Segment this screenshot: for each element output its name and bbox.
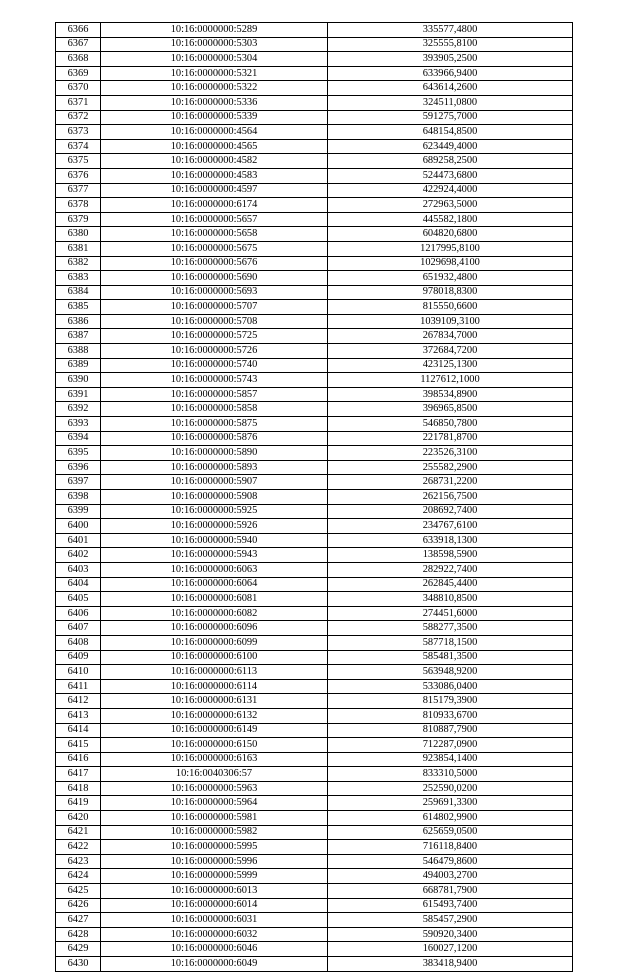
table-row bbox=[56, 168, 573, 183]
value-cell: 524473,6800 bbox=[328, 168, 573, 183]
table-row bbox=[56, 241, 573, 256]
table-row bbox=[56, 431, 573, 446]
table-row bbox=[56, 256, 573, 271]
table-row bbox=[56, 825, 573, 840]
value-cell: 423125,1300 bbox=[328, 358, 573, 373]
row-number-cell: 6413 bbox=[56, 708, 101, 723]
cadastral-number-cell: 10:16:0000000:6082 bbox=[101, 606, 328, 621]
table-row bbox=[56, 329, 573, 344]
cadastral-number-cell: 10:16:0000000:5890 bbox=[101, 446, 328, 461]
table-row bbox=[56, 490, 573, 505]
cadastral-number-cell: 10:16:0000000:5925 bbox=[101, 504, 328, 519]
table-row bbox=[56, 723, 573, 738]
cadastral-number-cell: 10:16:0000000:5740 bbox=[101, 358, 328, 373]
row-number-cell: 6371 bbox=[56, 95, 101, 110]
value-cell: 372684,7200 bbox=[328, 344, 573, 359]
value-cell: 221781,8700 bbox=[328, 431, 573, 446]
value-cell: 533086,0400 bbox=[328, 679, 573, 694]
value-cell: 614802,9900 bbox=[328, 811, 573, 826]
cadastral-number-cell: 10:16:0000000:5303 bbox=[101, 37, 328, 52]
cadastral-value-table bbox=[55, 22, 573, 972]
cadastral-number-cell: 10:16:0000000:6032 bbox=[101, 927, 328, 942]
value-cell: 223526,3100 bbox=[328, 446, 573, 461]
cadastral-number-cell: 10:16:0000000:5304 bbox=[101, 52, 328, 67]
table-row bbox=[56, 285, 573, 300]
table-row bbox=[56, 227, 573, 242]
table-row bbox=[56, 738, 573, 753]
table-row bbox=[56, 811, 573, 826]
row-number-cell: 6428 bbox=[56, 927, 101, 942]
cadastral-number-cell: 10:16:0000000:5857 bbox=[101, 387, 328, 402]
row-number-cell: 6400 bbox=[56, 519, 101, 534]
table-row bbox=[56, 927, 573, 942]
row-number-cell: 6379 bbox=[56, 212, 101, 227]
cadastral-number-cell: 10:16:0000000:5963 bbox=[101, 781, 328, 796]
value-cell: 651932,4800 bbox=[328, 271, 573, 286]
cadastral-number-cell: 10:16:0000000:5726 bbox=[101, 344, 328, 359]
value-cell: 712287,0900 bbox=[328, 738, 573, 753]
row-number-cell: 6397 bbox=[56, 475, 101, 490]
row-number-cell: 6407 bbox=[56, 621, 101, 636]
value-cell: 590920,3400 bbox=[328, 927, 573, 942]
cadastral-number-cell: 10:16:0000000:5321 bbox=[101, 66, 328, 81]
value-cell: 633966,9400 bbox=[328, 66, 573, 81]
cadastral-number-cell: 10:16:0000000:5876 bbox=[101, 431, 328, 446]
cadastral-number-cell: 10:16:0000000:5676 bbox=[101, 256, 328, 271]
table-row bbox=[56, 650, 573, 665]
row-number-cell: 6423 bbox=[56, 854, 101, 869]
row-number-cell: 6396 bbox=[56, 460, 101, 475]
row-number-cell: 6403 bbox=[56, 562, 101, 577]
table-row bbox=[56, 139, 573, 154]
table-row bbox=[56, 519, 573, 534]
value-cell: 383418,9400 bbox=[328, 957, 573, 972]
cadastral-number-cell: 10:16:0000000:5690 bbox=[101, 271, 328, 286]
cadastral-number-cell: 10:16:0000000:5907 bbox=[101, 475, 328, 490]
value-cell: 585457,2900 bbox=[328, 913, 573, 928]
cadastral-number-cell: 10:16:0000000:6149 bbox=[101, 723, 328, 738]
value-cell: 324511,0800 bbox=[328, 95, 573, 110]
table-row bbox=[56, 300, 573, 315]
row-number-cell: 6425 bbox=[56, 884, 101, 899]
cadastral-number-cell: 10:16:0000000:5339 bbox=[101, 110, 328, 125]
row-number-cell: 6426 bbox=[56, 898, 101, 913]
row-number-cell: 6370 bbox=[56, 81, 101, 96]
row-number-cell: 6391 bbox=[56, 387, 101, 402]
row-number-cell: 6372 bbox=[56, 110, 101, 125]
table-row bbox=[56, 869, 573, 884]
cadastral-number-cell: 10:16:0000000:6174 bbox=[101, 198, 328, 213]
cadastral-number-cell: 10:16:0000000:6150 bbox=[101, 738, 328, 753]
cadastral-number-cell: 10:16:0000000:6163 bbox=[101, 752, 328, 767]
value-cell: 282922,7400 bbox=[328, 562, 573, 577]
value-cell: 1029698,4100 bbox=[328, 256, 573, 271]
table-row bbox=[56, 562, 573, 577]
value-cell: 1127612,1000 bbox=[328, 373, 573, 388]
cadastral-number-cell: 10:16:0000000:6114 bbox=[101, 679, 328, 694]
value-cell: 262845,4400 bbox=[328, 577, 573, 592]
cadastral-number-cell: 10:16:0000000:5996 bbox=[101, 854, 328, 869]
cadastral-number-cell: 10:16:0000000:5982 bbox=[101, 825, 328, 840]
cadastral-number-cell: 10:16:0000000:5725 bbox=[101, 329, 328, 344]
row-number-cell: 6414 bbox=[56, 723, 101, 738]
cadastral-number-cell: 10:16:0000000:5322 bbox=[101, 81, 328, 96]
row-number-cell: 6368 bbox=[56, 52, 101, 67]
cadastral-number-cell: 10:16:0000000:5999 bbox=[101, 869, 328, 884]
value-cell: 234767,6100 bbox=[328, 519, 573, 534]
cadastral-number-cell: 10:16:0000000:5908 bbox=[101, 490, 328, 505]
row-number-cell: 6421 bbox=[56, 825, 101, 840]
table-row bbox=[56, 767, 573, 782]
value-cell: 815550,6600 bbox=[328, 300, 573, 315]
value-cell: 689258,2500 bbox=[328, 154, 573, 169]
table-row bbox=[56, 344, 573, 359]
cadastral-number-cell: 10:16:0000000:5693 bbox=[101, 285, 328, 300]
row-number-cell: 6374 bbox=[56, 139, 101, 154]
value-cell: 615493,7400 bbox=[328, 898, 573, 913]
value-cell: 923854,1400 bbox=[328, 752, 573, 767]
value-cell: 396965,8500 bbox=[328, 402, 573, 417]
row-number-cell: 6366 bbox=[56, 23, 101, 38]
table-row bbox=[56, 898, 573, 913]
cadastral-number-cell: 10:16:0000000:5943 bbox=[101, 548, 328, 563]
row-number-cell: 6411 bbox=[56, 679, 101, 694]
table-row bbox=[56, 52, 573, 67]
cadastral-number-cell: 10:16:0000000:5858 bbox=[101, 402, 328, 417]
cadastral-number-cell: 10:16:0000000:6014 bbox=[101, 898, 328, 913]
value-cell: 138598,5900 bbox=[328, 548, 573, 563]
table-row bbox=[56, 781, 573, 796]
table-row bbox=[56, 679, 573, 694]
value-cell: 833310,5000 bbox=[328, 767, 573, 782]
table-body bbox=[56, 23, 573, 972]
cadastral-number-cell: 10:16:0000000:5675 bbox=[101, 241, 328, 256]
row-number-cell: 6419 bbox=[56, 796, 101, 811]
table-row bbox=[56, 66, 573, 81]
row-number-cell: 6382 bbox=[56, 256, 101, 271]
value-cell: 668781,7900 bbox=[328, 884, 573, 899]
table-row bbox=[56, 198, 573, 213]
cadastral-number-cell: 10:16:0000000:6132 bbox=[101, 708, 328, 723]
row-number-cell: 6394 bbox=[56, 431, 101, 446]
cadastral-number-cell: 10:16:0000000:5893 bbox=[101, 460, 328, 475]
row-number-cell: 6415 bbox=[56, 738, 101, 753]
value-cell: 585481,3500 bbox=[328, 650, 573, 665]
cadastral-number-cell: 10:16:0000000:5995 bbox=[101, 840, 328, 855]
table-row bbox=[56, 840, 573, 855]
table-row bbox=[56, 387, 573, 402]
value-cell: 643614,2600 bbox=[328, 81, 573, 96]
row-number-cell: 6417 bbox=[56, 767, 101, 782]
row-number-cell: 6392 bbox=[56, 402, 101, 417]
table-row bbox=[56, 796, 573, 811]
value-cell: 563948,9200 bbox=[328, 665, 573, 680]
table-row bbox=[56, 446, 573, 461]
value-cell: 335577,4800 bbox=[328, 23, 573, 38]
value-cell: 259691,3300 bbox=[328, 796, 573, 811]
cadastral-number-cell: 10:16:0000000:5875 bbox=[101, 417, 328, 432]
table-row bbox=[56, 154, 573, 169]
row-number-cell: 6406 bbox=[56, 606, 101, 621]
row-number-cell: 6398 bbox=[56, 490, 101, 505]
row-number-cell: 6430 bbox=[56, 957, 101, 972]
cadastral-number-cell: 10:16:0040306:57 bbox=[101, 767, 328, 782]
value-cell: 604820,6800 bbox=[328, 227, 573, 242]
cadastral-number-cell: 10:16:0000000:5658 bbox=[101, 227, 328, 242]
table-row bbox=[56, 533, 573, 548]
value-cell: 978018,8300 bbox=[328, 285, 573, 300]
table-row bbox=[56, 957, 573, 972]
value-cell: 623449,4000 bbox=[328, 139, 573, 154]
value-cell: 160027,1200 bbox=[328, 942, 573, 957]
table-row bbox=[56, 402, 573, 417]
table-row bbox=[56, 621, 573, 636]
table-row bbox=[56, 752, 573, 767]
row-number-cell: 6402 bbox=[56, 548, 101, 563]
value-cell: 255582,2900 bbox=[328, 460, 573, 475]
cadastral-number-cell: 10:16:0000000:6099 bbox=[101, 635, 328, 650]
table-row bbox=[56, 212, 573, 227]
value-cell: 252590,0200 bbox=[328, 781, 573, 796]
value-cell: 267834,7000 bbox=[328, 329, 573, 344]
cadastral-number-cell: 10:16:0000000:4565 bbox=[101, 139, 328, 154]
row-number-cell: 6427 bbox=[56, 913, 101, 928]
value-cell: 268731,2200 bbox=[328, 475, 573, 490]
value-cell: 422924,4000 bbox=[328, 183, 573, 198]
row-number-cell: 6412 bbox=[56, 694, 101, 709]
table-row bbox=[56, 504, 573, 519]
value-cell: 325555,8100 bbox=[328, 37, 573, 52]
cadastral-number-cell: 10:16:0000000:4582 bbox=[101, 154, 328, 169]
cadastral-number-cell: 10:16:0000000:5743 bbox=[101, 373, 328, 388]
table-row bbox=[56, 942, 573, 957]
value-cell: 445582,1800 bbox=[328, 212, 573, 227]
row-number-cell: 6388 bbox=[56, 344, 101, 359]
table-row bbox=[56, 606, 573, 621]
cadastral-number-cell: 10:16:0000000:6046 bbox=[101, 942, 328, 957]
row-number-cell: 6401 bbox=[56, 533, 101, 548]
row-number-cell: 6399 bbox=[56, 504, 101, 519]
row-number-cell: 6377 bbox=[56, 183, 101, 198]
row-number-cell: 6381 bbox=[56, 241, 101, 256]
cadastral-number-cell: 10:16:0000000:4597 bbox=[101, 183, 328, 198]
cadastral-number-cell: 10:16:0000000:5981 bbox=[101, 811, 328, 826]
value-cell: 625659,0500 bbox=[328, 825, 573, 840]
value-cell: 494003,2700 bbox=[328, 869, 573, 884]
cadastral-number-cell: 10:16:0000000:5926 bbox=[101, 519, 328, 534]
row-number-cell: 6385 bbox=[56, 300, 101, 315]
table-row bbox=[56, 694, 573, 709]
cadastral-number-cell: 10:16:0000000:5289 bbox=[101, 23, 328, 38]
cadastral-number-cell: 10:16:0000000:6096 bbox=[101, 621, 328, 636]
row-number-cell: 6409 bbox=[56, 650, 101, 665]
row-number-cell: 6410 bbox=[56, 665, 101, 680]
table-row bbox=[56, 592, 573, 607]
table-row bbox=[56, 665, 573, 680]
row-number-cell: 6424 bbox=[56, 869, 101, 884]
row-number-cell: 6383 bbox=[56, 271, 101, 286]
row-number-cell: 6395 bbox=[56, 446, 101, 461]
cadastral-number-cell: 10:16:0000000:6013 bbox=[101, 884, 328, 899]
cadastral-number-cell: 10:16:0000000:5707 bbox=[101, 300, 328, 315]
row-number-cell: 6389 bbox=[56, 358, 101, 373]
value-cell: 546850,7800 bbox=[328, 417, 573, 432]
row-number-cell: 6408 bbox=[56, 635, 101, 650]
table-row bbox=[56, 460, 573, 475]
value-cell: 633918,1300 bbox=[328, 533, 573, 548]
value-cell: 274451,6000 bbox=[328, 606, 573, 621]
cadastral-number-cell: 10:16:0000000:6100 bbox=[101, 650, 328, 665]
value-cell: 591275,7000 bbox=[328, 110, 573, 125]
cadastral-number-cell: 10:16:0000000:5940 bbox=[101, 533, 328, 548]
table-row bbox=[56, 358, 573, 373]
cadastral-number-cell: 10:16:0000000:6131 bbox=[101, 694, 328, 709]
row-number-cell: 6418 bbox=[56, 781, 101, 796]
cadastral-number-cell: 10:16:0000000:6064 bbox=[101, 577, 328, 592]
value-cell: 272963,5000 bbox=[328, 198, 573, 213]
table-row bbox=[56, 125, 573, 140]
value-cell: 393905,2500 bbox=[328, 52, 573, 67]
table-row bbox=[56, 81, 573, 96]
cadastral-number-cell: 10:16:0000000:5964 bbox=[101, 796, 328, 811]
value-cell: 1217995,8100 bbox=[328, 241, 573, 256]
row-number-cell: 6384 bbox=[56, 285, 101, 300]
row-number-cell: 6390 bbox=[56, 373, 101, 388]
value-cell: 648154,8500 bbox=[328, 125, 573, 140]
row-number-cell: 6375 bbox=[56, 154, 101, 169]
table-row bbox=[56, 417, 573, 432]
table-row bbox=[56, 635, 573, 650]
row-number-cell: 6422 bbox=[56, 840, 101, 855]
table-row bbox=[56, 95, 573, 110]
row-number-cell: 6416 bbox=[56, 752, 101, 767]
cadastral-number-cell: 10:16:0000000:6063 bbox=[101, 562, 328, 577]
row-number-cell: 6380 bbox=[56, 227, 101, 242]
table-row bbox=[56, 373, 573, 388]
value-cell: 587718,1500 bbox=[328, 635, 573, 650]
row-number-cell: 6373 bbox=[56, 125, 101, 140]
value-cell: 588277,3500 bbox=[328, 621, 573, 636]
value-cell: 815179,3900 bbox=[328, 694, 573, 709]
cadastral-number-cell: 10:16:0000000:4583 bbox=[101, 168, 328, 183]
row-number-cell: 6386 bbox=[56, 314, 101, 329]
row-number-cell: 6420 bbox=[56, 811, 101, 826]
cadastral-number-cell: 10:16:0000000:5336 bbox=[101, 95, 328, 110]
value-cell: 810933,6700 bbox=[328, 708, 573, 723]
value-cell: 810887,7900 bbox=[328, 723, 573, 738]
cadastral-number-cell: 10:16:0000000:6081 bbox=[101, 592, 328, 607]
table-row bbox=[56, 23, 573, 38]
value-cell: 262156,7500 bbox=[328, 490, 573, 505]
value-cell: 348810,8500 bbox=[328, 592, 573, 607]
cadastral-number-cell: 10:16:0000000:4564 bbox=[101, 125, 328, 140]
table-row bbox=[56, 854, 573, 869]
table-row bbox=[56, 577, 573, 592]
row-number-cell: 6393 bbox=[56, 417, 101, 432]
cadastral-number-cell: 10:16:0000000:5657 bbox=[101, 212, 328, 227]
value-cell: 546479,8600 bbox=[328, 854, 573, 869]
row-number-cell: 6405 bbox=[56, 592, 101, 607]
table-row bbox=[56, 475, 573, 490]
row-number-cell: 6387 bbox=[56, 329, 101, 344]
value-cell: 398534,8900 bbox=[328, 387, 573, 402]
table-row bbox=[56, 913, 573, 928]
row-number-cell: 6404 bbox=[56, 577, 101, 592]
cadastral-number-cell: 10:16:0000000:6031 bbox=[101, 913, 328, 928]
table-row bbox=[56, 271, 573, 286]
row-number-cell: 6376 bbox=[56, 168, 101, 183]
value-cell: 208692,7400 bbox=[328, 504, 573, 519]
value-cell: 716118,8400 bbox=[328, 840, 573, 855]
row-number-cell: 6367 bbox=[56, 37, 101, 52]
table-row bbox=[56, 183, 573, 198]
cadastral-number-cell: 10:16:0000000:5708 bbox=[101, 314, 328, 329]
table-row bbox=[56, 37, 573, 52]
row-number-cell: 6429 bbox=[56, 942, 101, 957]
value-cell: 1039109,3100 bbox=[328, 314, 573, 329]
table-row bbox=[56, 314, 573, 329]
table-row bbox=[56, 708, 573, 723]
table-row bbox=[56, 548, 573, 563]
row-number-cell: 6378 bbox=[56, 198, 101, 213]
row-number-cell: 6369 bbox=[56, 66, 101, 81]
table-row bbox=[56, 110, 573, 125]
cadastral-number-cell: 10:16:0000000:6049 bbox=[101, 957, 328, 972]
table-row bbox=[56, 884, 573, 899]
cadastral-number-cell: 10:16:0000000:6113 bbox=[101, 665, 328, 680]
